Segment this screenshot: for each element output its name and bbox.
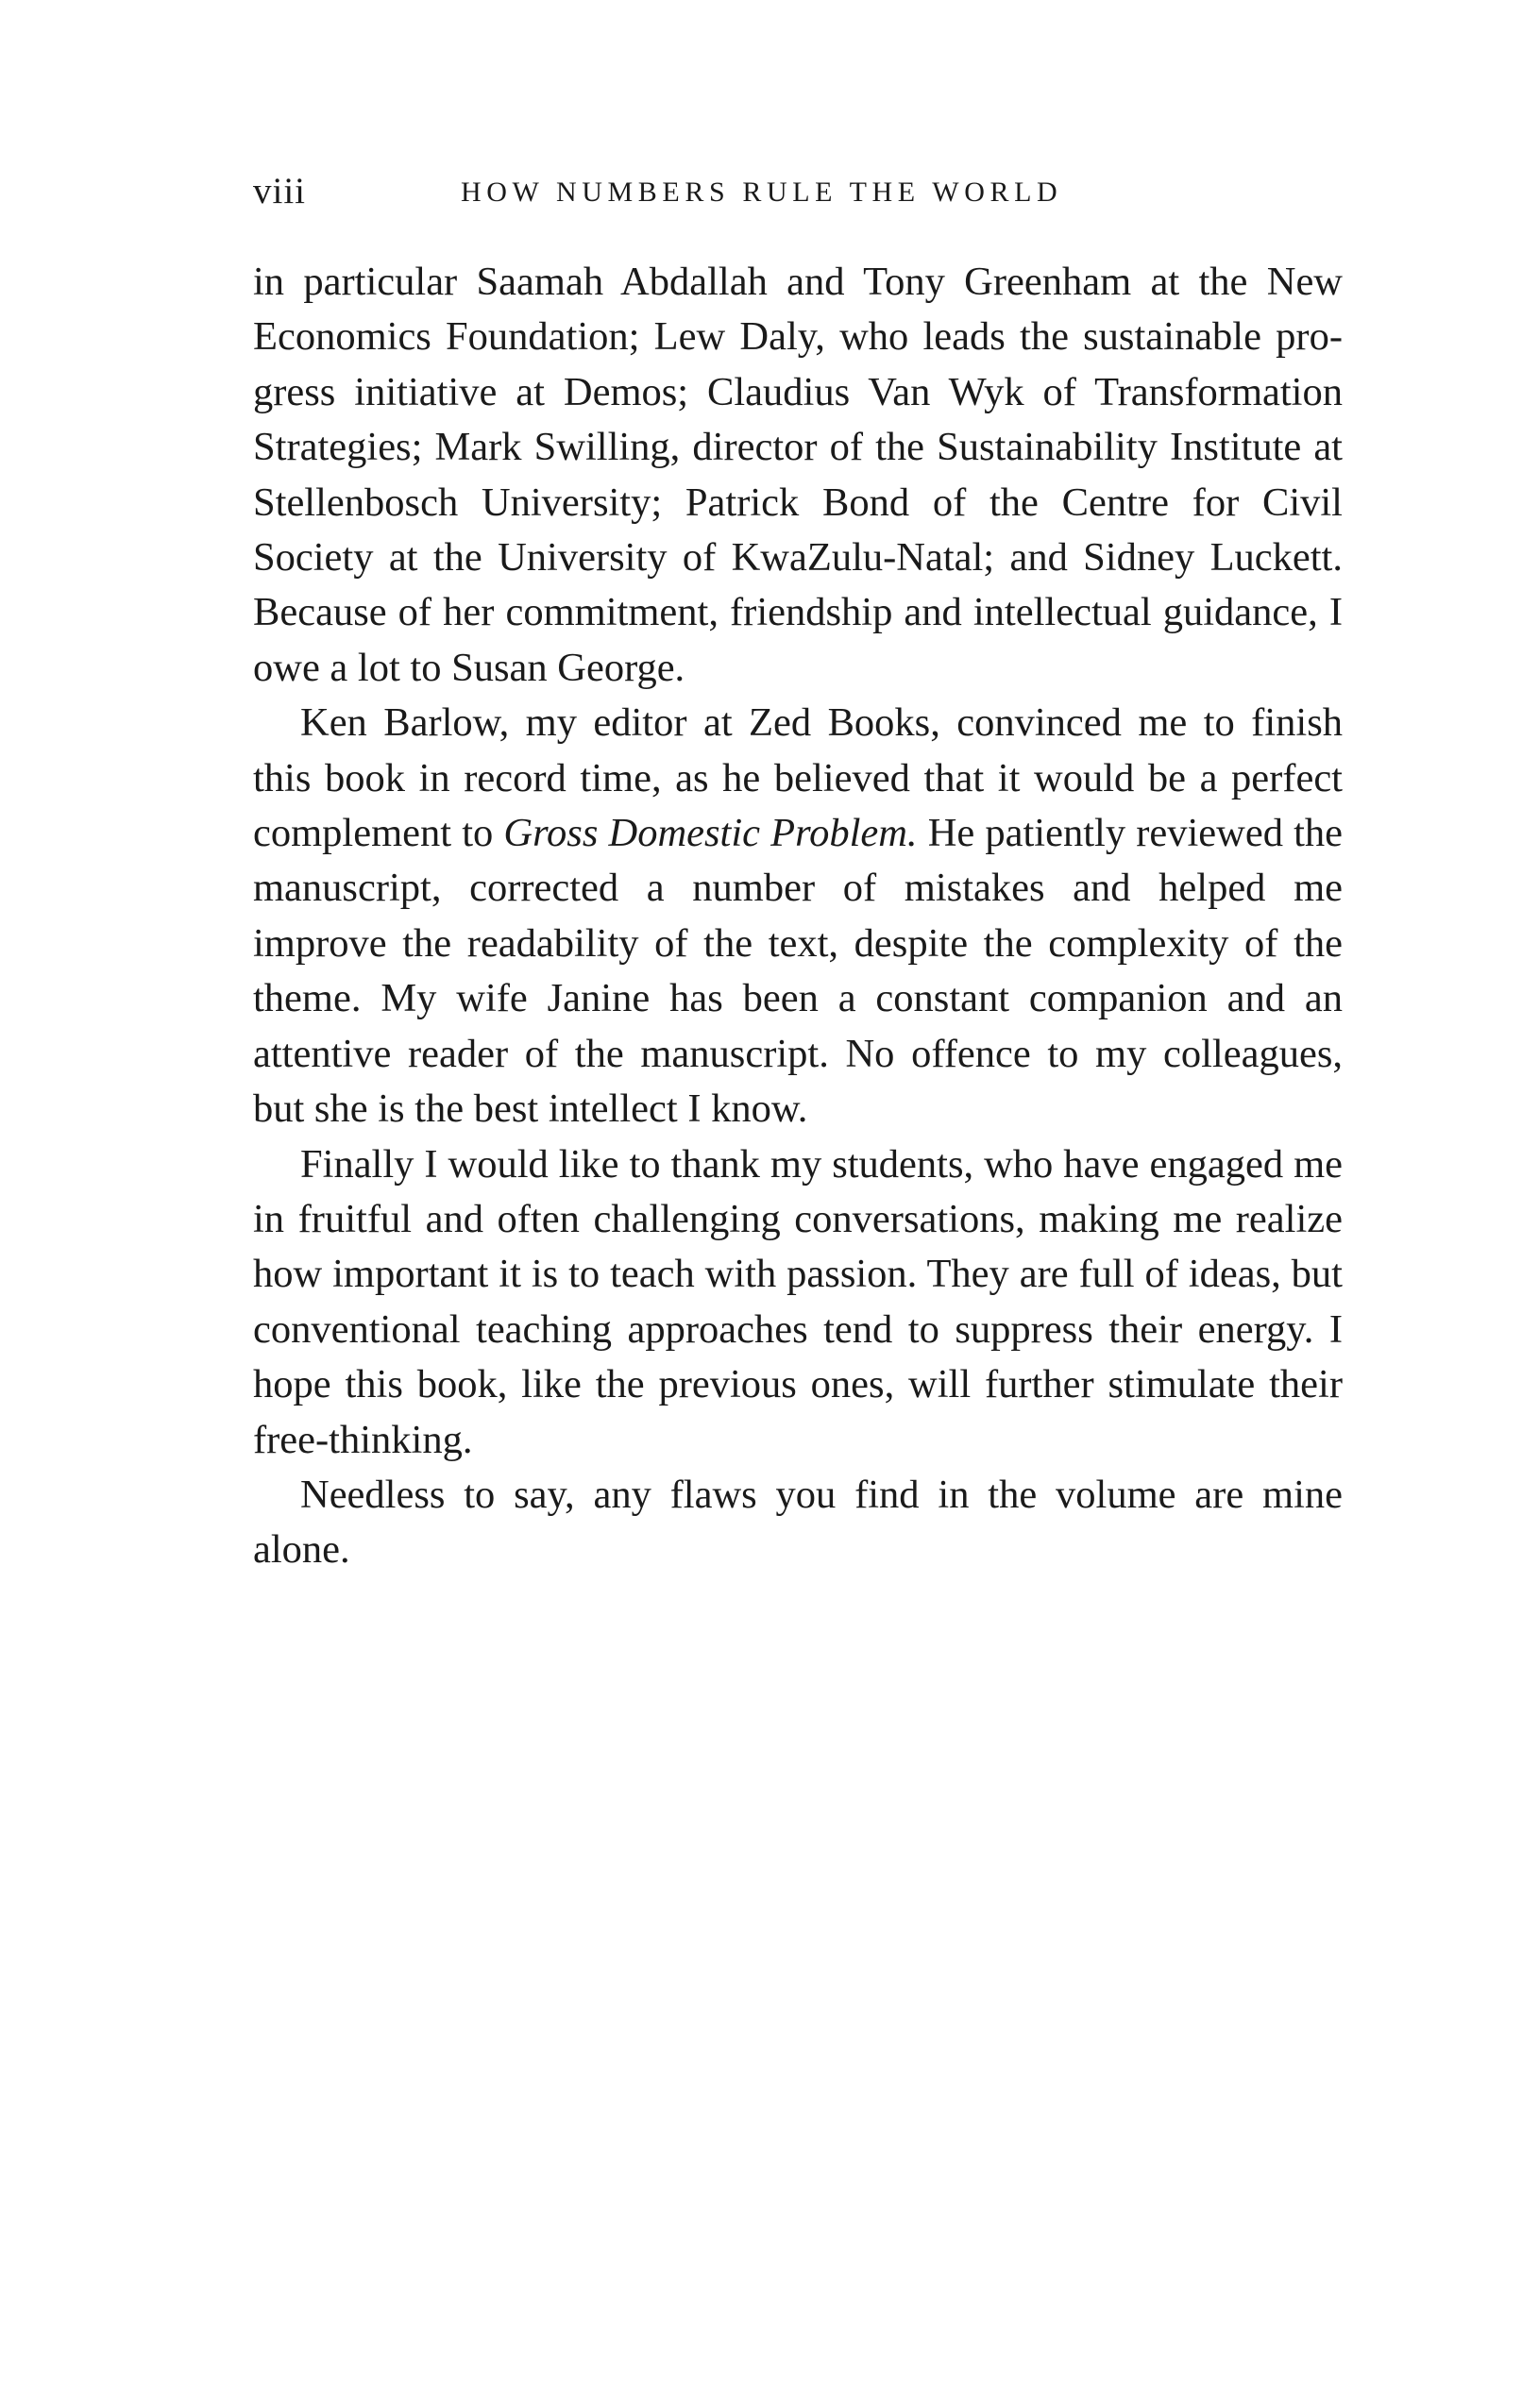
paragraph-continued: in particular Saamah Abdallah and Tony Greenham at the New Economics Foundation; Lew Daly, who leads the sustainable progress initiative at Demos; Claudius Van Wyk of Transformation Strategies; Mark Swilling, director of the Sustainability Institute at Stellenbosch University; Patrick Bond of the Centre for Civil Society at the University of KwaZulu-Natal; and Sidney Luckett. Because of her commitment, friendship and intellectual guidance, I owe a lot to Susan George. bbox=[253, 260, 1343, 690]
page-number: viii bbox=[253, 171, 307, 211]
paragraph-closing: Needless to say, any flaws you find in the volume are mine alone. bbox=[253, 1472, 1343, 1573]
running-head bbox=[253, 168, 1348, 215]
acknowledgements-text bbox=[253, 255, 1343, 1578]
book-title-italic: Gross Domestic Problem. bbox=[503, 811, 918, 856]
paragraph-editor-text-start: Ken Barlow, my editor at Zed Books, convinced me to finish this book in record time, as he believed that it would be a perfect complement to bbox=[253, 700, 1343, 856]
paragraph-editor bbox=[253, 696, 1343, 1137]
paragraph-students: Finally I would like to thank my students, who have engaged me in fruitful and often challenging conversations, making me realize how important it is to teach with passion. They are full of ideas, but conventional teaching approaches tend to suppress their energy. I hope this book, like the previous ones, will further stimulate their free-thinking. bbox=[253, 1141, 1343, 1462]
book-title: HOW NUMBERS RULE THE WORLD bbox=[461, 177, 1063, 208]
paragraph-editor-text-end: He patiently reviewed the manuscript, corrected a number of mistakes and helped me improve the readability of the text, despite the complexity of the theme. My wife Janine has been a constant companion and an attentive reader of the manuscript. No offence to my colleagues, but she is the best intellect I know. bbox=[253, 811, 1343, 1132]
